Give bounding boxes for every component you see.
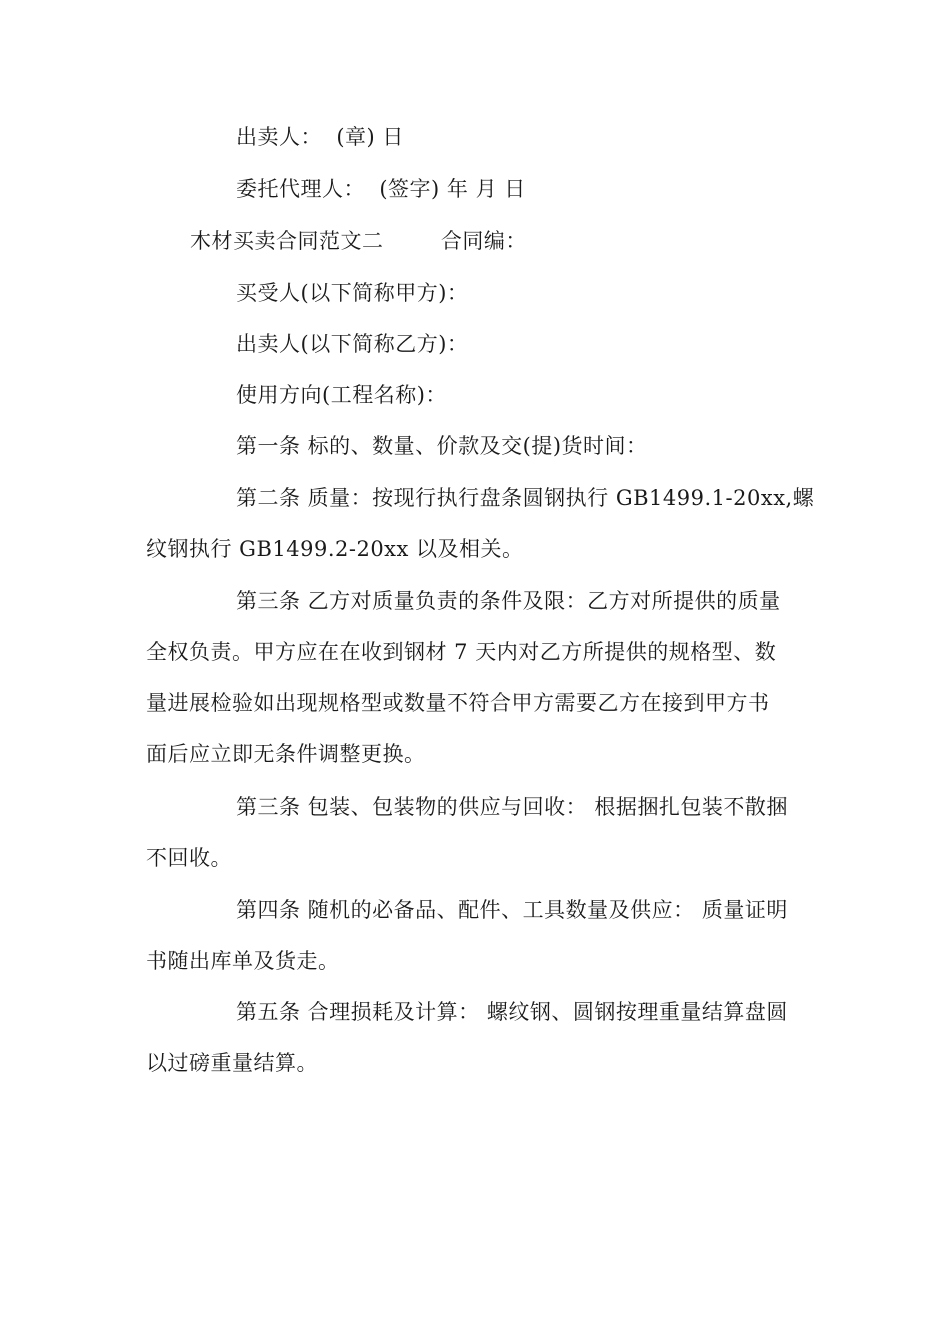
article-3-line-3: 量进展检验如出现规格型或数量不符合甲方需要乙方在接到甲方书 [146,691,770,715]
article-3b-line-1: 第三条 包装、包装物的供应与回收： 根据捆扎包装不散捆 [236,795,788,819]
seller-seal-line: 出卖人： (章) 日 [236,125,404,149]
article-3-line-1: 第三条 乙方对质量负责的条件及限：乙方对所提供的质量 [236,589,781,613]
article-2-line-2: 纹钢执行 GB1499.2-20xx 以及相关。 [146,537,524,561]
article-2-line-1: 第二条 质量：按现行执行盘条圆钢执行 GB1499.1-20xx,螺 [236,486,815,510]
article-4-line-1: 第四条 随机的必备品、配件、工具数量及供应： 质量证明 [236,898,788,922]
article-5-line-1: 第五条 合理损耗及计算： 螺纹钢、圆钢按理重量结算盘圆 [236,1000,788,1024]
contract-title-line: 木材买卖合同范文二 合同编： [190,229,527,253]
seller-line: 出卖人(以下简称乙方)： [236,332,469,356]
usage-line: 使用方向(工程名称)： [236,383,447,407]
article-1-line: 第一条 标的、数量、价款及交(提)货时间： [236,434,648,458]
article-3b-line-2: 不回收。 [146,846,232,870]
article-3-line-4: 面后应立即无条件调整更换。 [146,742,426,766]
article-3-line-2: 全权负责。甲方应在在收到钢材 7 天内对乙方所提供的规格型、数 [146,640,777,664]
article-4-line-2: 书随出库单及货走。 [146,949,340,973]
buyer-line: 买受人(以下简称甲方)： [236,281,469,305]
agent-signature-line: 委托代理人： (签字) 年 月 日 [236,177,526,201]
article-5-line-2: 以过磅重量结算。 [146,1051,318,1075]
